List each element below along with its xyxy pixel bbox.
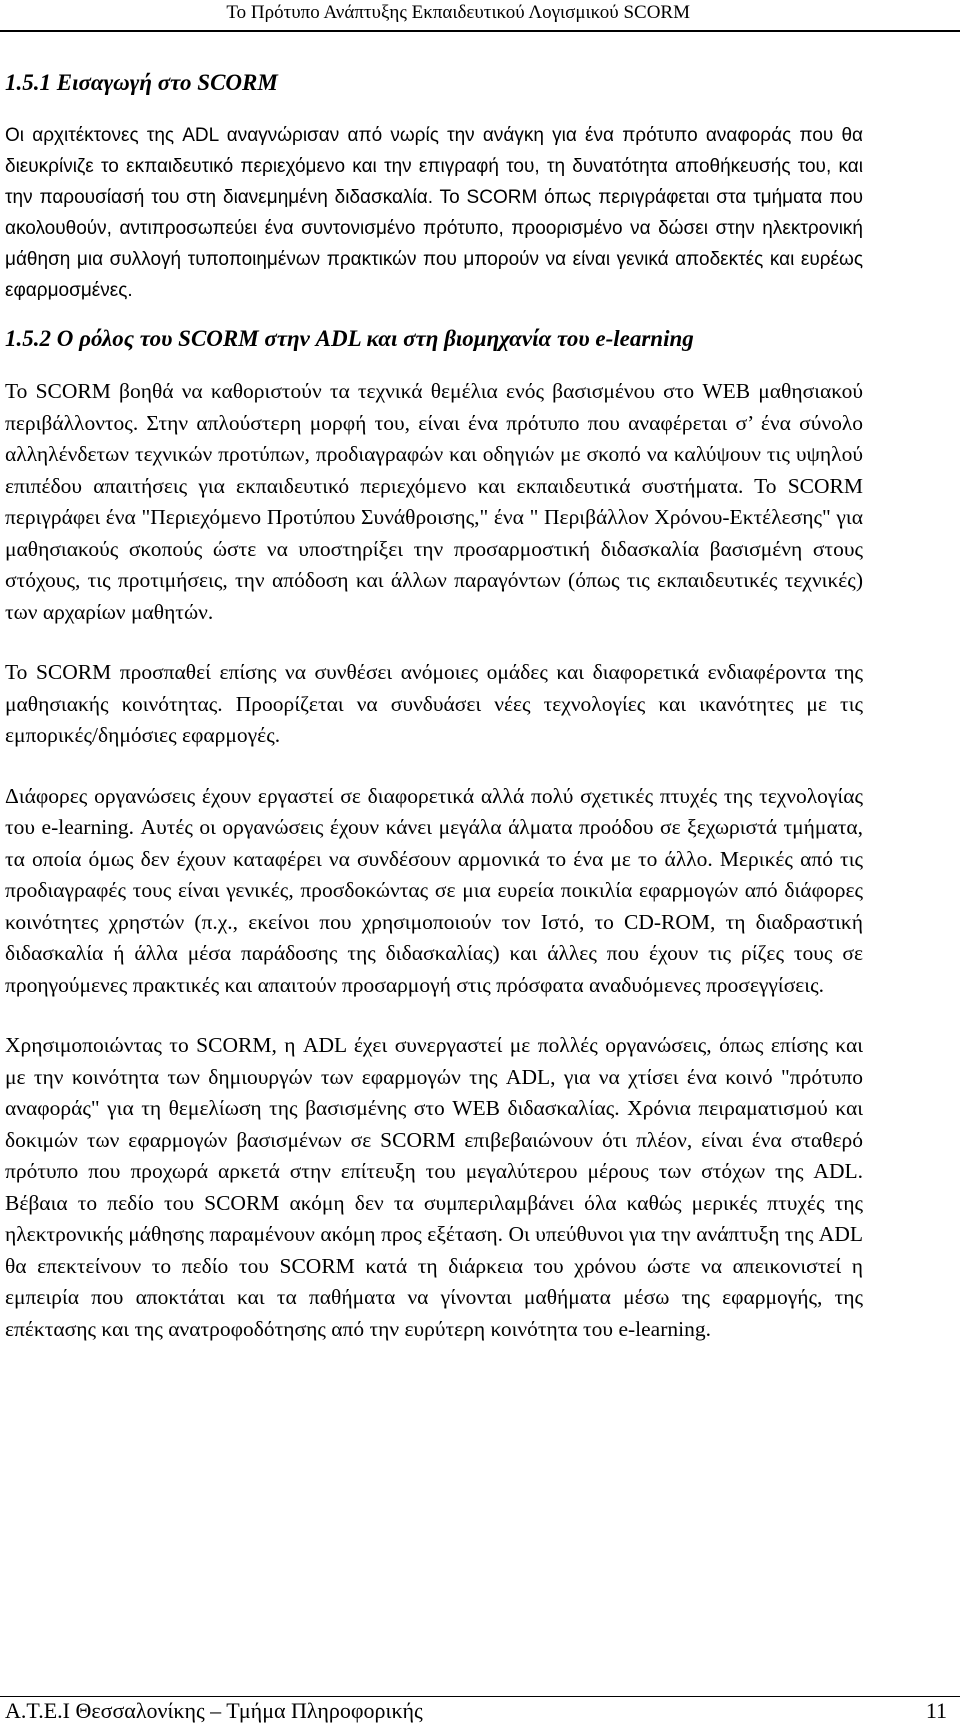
page-number: 11	[925, 1698, 947, 1723]
page-body	[5, 68, 863, 1345]
paragraph-role-1: Το SCORM βοηθά να καθοριστούν τα τεχνικά θεμέλια ενός βασισμένου στο WEB μαθησιακού περιβάλλοντος. Στην απλούστερη μορφή του, είναι ένα πρότυπο που αναφέρεται σ’ ένα σύνολο αλληλένδετων τεχνικών προτύπων, προδιαγραφών και οδηγιών με σκοπό να καλύψουν τις υψηλού επιπέδου απαιτήσεις για εκπαιδευτικό περιεχόμενο και εκπαιδευτικά συστήματα. Το SCORM περιγράφει ένα "Περιεχόμενο Προτύπου Συνάθροισης," ένα " Περιβάλλον Χρόνου-Εκτέλεσης" για μαθησιακούς σκοπούς ώστε να υποστηρίξει την προσαρμοστική διδασκαλία βασισμένη στους στόχους, τις προτιμήσεις, την απόδοση και άλλων παραγόντων (όπως τις εκπαιδευτικές τεχνικές) των αρχαρίων μαθητών.	[5, 379, 863, 624]
paragraph-role-3: Διάφορες οργανώσεις έχουν εργαστεί σε διαφορετικά αλλά πολύ σχετικές πτυχές της τεχνολογίας του e-learning. Αυτές οι οργανώσεις έχουν κάνει μεγάλα άλματα προόδου σε ξεχωριστά τμήματα, τα οποία όμως δεν έχουν καταφέρει να συνδέσουν αρμονικά το ένα με το άλλο. Μερικές από τις προδιαγραφές τους είναι γενικές, προσδοκώντας σε μια ευρεία ποικιλία εφαρμογών από διάφορες κοινότητες χρηστών (π.χ., εκείνοι που χρησιμοποιούν τον Ιστό, το CD-ROM, τη διαδραστική διδασκαλία ή άλλα μέσα παράδοσης της διδασκαλίας) και άλλες που έχουν τις ρίζες τους σε προηγούμενες πρακτικές και απαιτούν προσαρμογή στις πρόσφατα αναδυόμενες προσεγγίσεις.	[5, 783, 863, 997]
paragraph-role-4: Χρησιμοποιώντας το SCORM, η ADL έχει συνεργαστεί με πολλές οργανώσεις, όπως επίσης και με την κοινότητα των δημιουργών των εφαρμογών της ADL, για να χτίσει ένα κοινό "πρότυπο αναφοράς" για τη θεμελίωση της βασισμένης στο WEB διδασκαλίας. Χρόνια πειραματισμού και δοκιμών των εφαρμογών βασισμένων σε SCORM επιβεβαιώνουν ότι πλέον, είναι ένα σταθερό πρότυπο που προχωρά αρκετά στην επίτευξη του μεγαλύτερου μέρους των στόχων της ADL. Βέβαια το πεδίο του SCORM ακόμη δεν τα συμπεριλαμβάνει όλα καθώς μερικές πτυχές της ηλεκτρονικής μάθησης παραμένουν ακόμη προς εξέταση. Οι υπεύθυνοι για την ανάπτυξη της ADL θα επεκτείνουν το πεδίο του SCORM κατά τη διάρκεια του χρόνου ώστε να απεικονιστεί η εμπειρία που αποκτάται και τα παθήματα να γίνονται μαθήματα μέσω της εφαρμογής, της επέκτασης και της ανατροφοδότησης από την ευρύτερη κοινότητα του e-learning.	[5, 1033, 863, 1341]
paragraph-intro: Οι αρχιτέκτονες της ADL αναγνώρισαν από νωρίς την ανάγκη για ένα πρότυπο αναφοράς που θα διευκρίνιζε το εκπαιδευτικό περιεχόμενο και την επιγραφή του, τη δυνατότητα αποθήκευσής του, και την παρουσίασή του στη διανεμημένη διδασκαλία. Το SCORM όπως περιγράφεται στα τμήματα που ακολουθούν, αντιπροσωπεύει ένα συντονισμένο πρότυπο, προορισμένο να δώσει στην ηλεκτρονική μάθηση μια συλλογή τυποποιημένων πρακτικών που μπορούν να είναι γενικά αποδεκτές και ευρέως εφαρμοσμένες.	[5, 125, 863, 301]
section-heading-intro: 1.5.1 Εισαγωγή στο SCORM	[5, 70, 278, 95]
header-rule	[0, 30, 960, 32]
paragraph-role-2: Το SCORM προσπαθεί επίσης να συνθέσει ανόμοιες ομάδες και διαφορετικά ενδιαφέροντα της μαθησιακής κοινότητας. Προορίζεται να συνδυάσει νέες τεχνολογίες και ικανότητες με τις εμπορικές/δημόσιες εφαρμογές.	[5, 660, 863, 747]
section-heading-role: 1.5.2 Ο ρόλος του SCORM στην ADL και στη βιομηχανία του e-learning	[5, 326, 694, 351]
footer-organization: Α.Τ.Ε.Ι Θεσσαλονίκης – Τμήμα Πληροφορικής	[5, 1698, 423, 1723]
running-header-title: Το Πρότυπο Ανάπτυξης Εκπαιδευτικού Λογισμικού SCORM	[226, 2, 690, 23]
